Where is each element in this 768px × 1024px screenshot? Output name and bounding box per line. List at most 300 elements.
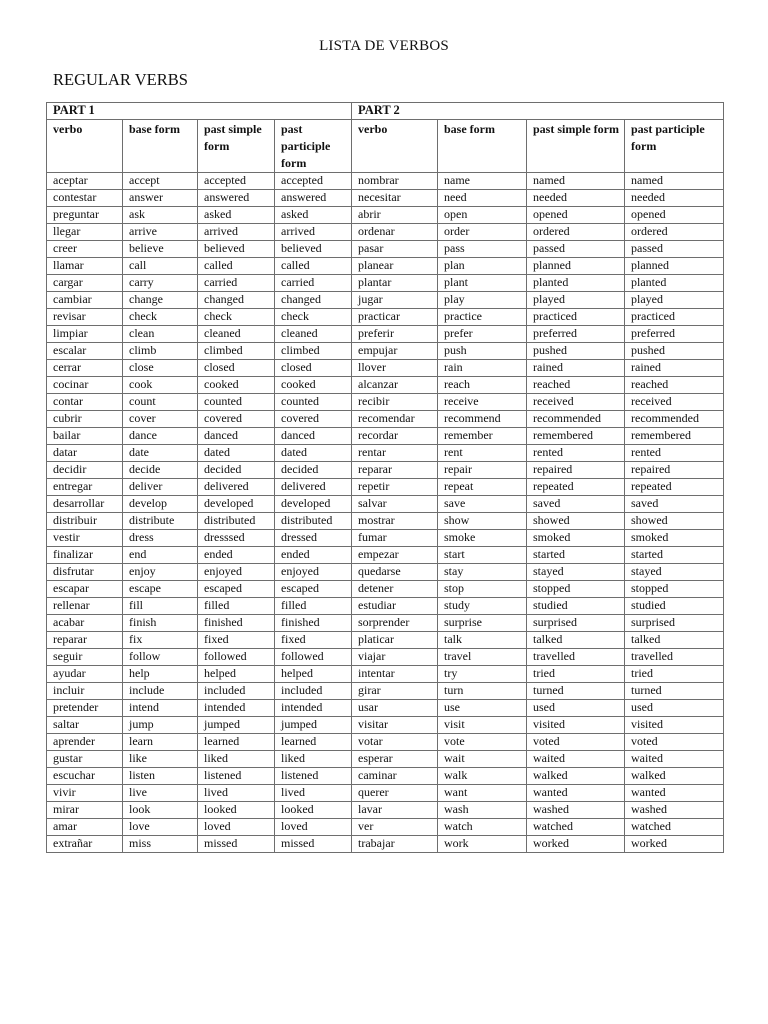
table-cell: dated — [275, 445, 352, 462]
table-cell: climb — [123, 343, 198, 360]
table-cell: cocinar — [47, 377, 123, 394]
table-cell: jugar — [352, 292, 438, 309]
table-cell: desarrollar — [47, 496, 123, 513]
table-cell: escaped — [198, 581, 275, 598]
table-row — [47, 224, 724, 241]
table-cell: helped — [198, 666, 275, 683]
table-row — [47, 649, 724, 666]
table-row — [47, 530, 724, 547]
table-cell: aceptar — [47, 173, 123, 190]
table-cell: worked — [527, 836, 625, 853]
table-cell: intentar — [352, 666, 438, 683]
table-cell: pass — [438, 241, 527, 258]
table-cell: changed — [198, 292, 275, 309]
table-cell: help — [123, 666, 198, 683]
table-cell: fix — [123, 632, 198, 649]
table-cell: dance — [123, 428, 198, 445]
table-cell: planear — [352, 258, 438, 275]
table-row — [47, 700, 724, 717]
table-row — [47, 717, 724, 734]
table-cell: covered — [198, 411, 275, 428]
table-cell: showed — [527, 513, 625, 530]
table-row — [47, 190, 724, 207]
table-cell: changed — [275, 292, 352, 309]
table-cell: arrive — [123, 224, 198, 241]
table-cell: named — [625, 173, 724, 190]
table-cell: counted — [275, 394, 352, 411]
table-cell: distribute — [123, 513, 198, 530]
table-row — [47, 513, 724, 530]
table-cell: order — [438, 224, 527, 241]
table-cell: empezar — [352, 547, 438, 564]
table-cell: remembered — [527, 428, 625, 445]
table-cell: miss — [123, 836, 198, 853]
table-cell: believe — [123, 241, 198, 258]
table-cell: repair — [438, 462, 527, 479]
table-cell: answered — [275, 190, 352, 207]
table-cell: repeated — [625, 479, 724, 496]
table-cell: estudiar — [352, 598, 438, 615]
table-cell: dressed — [275, 530, 352, 547]
table-cell: decidir — [47, 462, 123, 479]
table-row — [47, 445, 724, 462]
table-cell: ordenar — [352, 224, 438, 241]
table-cell: reach — [438, 377, 527, 394]
table-cell: stop — [438, 581, 527, 598]
table-cell: wanted — [625, 785, 724, 802]
table-row — [47, 802, 724, 819]
table-cell: platicar — [352, 632, 438, 649]
table-cell: acabar — [47, 615, 123, 632]
table-cell: followed — [275, 649, 352, 666]
table-cell: need — [438, 190, 527, 207]
table-cell: rented — [527, 445, 625, 462]
table-cell: listened — [275, 768, 352, 785]
table-cell: esperar — [352, 751, 438, 768]
table-cell: recomendar — [352, 411, 438, 428]
table-cell: looked — [275, 802, 352, 819]
table-cell: followed — [198, 649, 275, 666]
table-cell: incluir — [47, 683, 123, 700]
table-row — [47, 666, 724, 683]
table-cell: escape — [123, 581, 198, 598]
table-cell: rentar — [352, 445, 438, 462]
table-cell: dated — [198, 445, 275, 462]
table-cell: loved — [198, 819, 275, 836]
table-cell: rellenar — [47, 598, 123, 615]
table-cell: wash — [438, 802, 527, 819]
table-cell: develop — [123, 496, 198, 513]
table-cell: call — [123, 258, 198, 275]
table-cell: included — [198, 683, 275, 700]
table-cell: llegar — [47, 224, 123, 241]
table-cell: jump — [123, 717, 198, 734]
table-cell: enjoyed — [198, 564, 275, 581]
table-cell: watch — [438, 819, 527, 836]
table-cell: played — [625, 292, 724, 309]
table-cell: visited — [527, 717, 625, 734]
table-cell: passed — [527, 241, 625, 258]
table-cell: included — [275, 683, 352, 700]
table-cell: prefer — [438, 326, 527, 343]
table-cell: revisar — [47, 309, 123, 326]
table-cell: escuchar — [47, 768, 123, 785]
table-cell: plantar — [352, 275, 438, 292]
table-cell: detener — [352, 581, 438, 598]
table-cell: closed — [275, 360, 352, 377]
table-cell: smoked — [625, 530, 724, 547]
table-cell: cover — [123, 411, 198, 428]
table-cell: saved — [625, 496, 724, 513]
table-cell: show — [438, 513, 527, 530]
table-cell: reached — [527, 377, 625, 394]
table-cell: carry — [123, 275, 198, 292]
table-cell: believed — [198, 241, 275, 258]
table-cell: amar — [47, 819, 123, 836]
table-cell: visit — [438, 717, 527, 734]
table-cell: used — [527, 700, 625, 717]
table-cell: repetir — [352, 479, 438, 496]
table-cell: enjoyed — [275, 564, 352, 581]
table-cell: talked — [527, 632, 625, 649]
table-cell: preferir — [352, 326, 438, 343]
table-cell: called — [198, 258, 275, 275]
table-row — [47, 275, 724, 292]
table-cell: work — [438, 836, 527, 853]
table-cell: ended — [275, 547, 352, 564]
table-cell: creer — [47, 241, 123, 258]
table-cell: loved — [275, 819, 352, 836]
table-cell: contar — [47, 394, 123, 411]
table-cell: started — [625, 547, 724, 564]
table-cell: started — [527, 547, 625, 564]
part1-label: PART 1 — [47, 103, 352, 120]
table-cell: listened — [198, 768, 275, 785]
table-cell: jumped — [198, 717, 275, 734]
table-cell: pretender — [47, 700, 123, 717]
table-cell: needed — [625, 190, 724, 207]
table-cell: limpiar — [47, 326, 123, 343]
table-cell: look — [123, 802, 198, 819]
table-cell: intended — [275, 700, 352, 717]
table-cell: ayudar — [47, 666, 123, 683]
table-cell: change — [123, 292, 198, 309]
table-cell: studied — [527, 598, 625, 615]
table-cell: opened — [527, 207, 625, 224]
table-cell: escalar — [47, 343, 123, 360]
table-cell: talked — [625, 632, 724, 649]
table-cell: missed — [275, 836, 352, 853]
table-cell: accepted — [198, 173, 275, 190]
column-header: past participle form — [625, 120, 724, 173]
table-cell: asked — [275, 207, 352, 224]
table-cell: recommended — [527, 411, 625, 428]
table-cell: played — [527, 292, 625, 309]
table-cell: preferred — [527, 326, 625, 343]
table-cell: viajar — [352, 649, 438, 666]
table-cell: accepted — [275, 173, 352, 190]
table-cell: start — [438, 547, 527, 564]
table-cell: salvar — [352, 496, 438, 513]
table-cell: caminar — [352, 768, 438, 785]
table-cell: fill — [123, 598, 198, 615]
table-cell: date — [123, 445, 198, 462]
table-cell: ver — [352, 819, 438, 836]
table-cell: pasar — [352, 241, 438, 258]
table-cell: arrived — [198, 224, 275, 241]
table-row — [47, 462, 724, 479]
table-cell: travelled — [527, 649, 625, 666]
table-row — [47, 785, 724, 802]
page-title: LISTA DE VERBOS — [319, 38, 449, 54]
table-cell: believed — [275, 241, 352, 258]
table-cell: vote — [438, 734, 527, 751]
table-cell: surprised — [527, 615, 625, 632]
section-heading: REGULAR VERBS — [53, 70, 188, 89]
table-cell: learned — [198, 734, 275, 751]
table-cell: contestar — [47, 190, 123, 207]
table-cell: cubrir — [47, 411, 123, 428]
table-cell: count — [123, 394, 198, 411]
table-cell: saltar — [47, 717, 123, 734]
table-row — [47, 547, 724, 564]
table-cell: necesitar — [352, 190, 438, 207]
table-cell: finished — [275, 615, 352, 632]
table-cell: llover — [352, 360, 438, 377]
table-cell: ended — [198, 547, 275, 564]
table-cell: aprender — [47, 734, 123, 751]
table-cell: visitar — [352, 717, 438, 734]
table-cell: vestir — [47, 530, 123, 547]
table-cell: love — [123, 819, 198, 836]
table-cell: cook — [123, 377, 198, 394]
table-cell: turned — [625, 683, 724, 700]
table-cell: developed — [275, 496, 352, 513]
table-row — [47, 496, 724, 513]
table-cell: voted — [625, 734, 724, 751]
table-cell: save — [438, 496, 527, 513]
table-cell: talk — [438, 632, 527, 649]
table-cell: cambiar — [47, 292, 123, 309]
table-cell: learned — [275, 734, 352, 751]
table-cell: worked — [625, 836, 724, 853]
table-cell: nombrar — [352, 173, 438, 190]
table-cell: lavar — [352, 802, 438, 819]
table-row — [47, 343, 724, 360]
table-cell: sorprender — [352, 615, 438, 632]
table-cell: stay — [438, 564, 527, 581]
table-cell: end — [123, 547, 198, 564]
table-cell: reparar — [352, 462, 438, 479]
table-row — [47, 836, 724, 853]
table-cell: escaped — [275, 581, 352, 598]
table-cell: practice — [438, 309, 527, 326]
column-header: base form — [123, 120, 198, 173]
table-cell: cooked — [275, 377, 352, 394]
table-row — [47, 615, 724, 632]
table-row — [47, 479, 724, 496]
table-cell: try — [438, 666, 527, 683]
table-row — [47, 360, 724, 377]
table-cell: recordar — [352, 428, 438, 445]
table-row — [47, 309, 724, 326]
table-cell: intend — [123, 700, 198, 717]
table-cell: dress — [123, 530, 198, 547]
table-cell: empujar — [352, 343, 438, 360]
table-cell: looked — [198, 802, 275, 819]
table-cell: travelled — [625, 649, 724, 666]
table-cell: use — [438, 700, 527, 717]
table-cell: name — [438, 173, 527, 190]
table-cell: trabajar — [352, 836, 438, 853]
table-cell: lived — [275, 785, 352, 802]
table-cell: stopped — [527, 581, 625, 598]
table-cell: remembered — [625, 428, 724, 445]
table-cell: smoked — [527, 530, 625, 547]
table-cell: recommended — [625, 411, 724, 428]
table-row — [47, 258, 724, 275]
table-cell: delivered — [198, 479, 275, 496]
table-cell: recibir — [352, 394, 438, 411]
table-cell: developed — [198, 496, 275, 513]
table-cell: repeated — [527, 479, 625, 496]
table-cell: vivir — [47, 785, 123, 802]
table-cell: stayed — [527, 564, 625, 581]
table-cell: accept — [123, 173, 198, 190]
table-cell: study — [438, 598, 527, 615]
table-cell: push — [438, 343, 527, 360]
table-cell: studied — [625, 598, 724, 615]
table-cell: carried — [275, 275, 352, 292]
table-cell: waited — [625, 751, 724, 768]
table-cell: remember — [438, 428, 527, 445]
table-cell: fixed — [198, 632, 275, 649]
table-row — [47, 819, 724, 836]
part-header-row — [47, 103, 724, 120]
table-cell: pushed — [625, 343, 724, 360]
table-cell: counted — [198, 394, 275, 411]
table-row — [47, 632, 724, 649]
table-cell: arrived — [275, 224, 352, 241]
table-cell: filled — [198, 598, 275, 615]
table-cell: check — [275, 309, 352, 326]
table-cell: walked — [527, 768, 625, 785]
table-cell: close — [123, 360, 198, 377]
table-row — [47, 326, 724, 343]
table-cell: danced — [275, 428, 352, 445]
table-cell: planted — [527, 275, 625, 292]
table-cell: rained — [625, 360, 724, 377]
table-cell: gustar — [47, 751, 123, 768]
table-cell: watched — [625, 819, 724, 836]
column-header: base form — [438, 120, 527, 173]
table-row — [47, 581, 724, 598]
table-cell: dresssed — [198, 530, 275, 547]
table-cell: surprised — [625, 615, 724, 632]
column-header: verbo — [352, 120, 438, 173]
table-cell: intended — [198, 700, 275, 717]
table-cell: distribuir — [47, 513, 123, 530]
table-cell: recommend — [438, 411, 527, 428]
table-cell: ordered — [527, 224, 625, 241]
table-cell: rain — [438, 360, 527, 377]
table-cell: waited — [527, 751, 625, 768]
table-cell: pushed — [527, 343, 625, 360]
table-cell: opened — [625, 207, 724, 224]
table-cell: rent — [438, 445, 527, 462]
table-cell: walked — [625, 768, 724, 785]
part2-label: PART 2 — [352, 103, 724, 120]
table-cell: rained — [527, 360, 625, 377]
table-cell: repaired — [625, 462, 724, 479]
table-cell: climbed — [198, 343, 275, 360]
table-cell: want — [438, 785, 527, 802]
table-cell: wait — [438, 751, 527, 768]
table-cell: abrir — [352, 207, 438, 224]
table-cell: distributed — [275, 513, 352, 530]
table-cell: rented — [625, 445, 724, 462]
table-cell: washed — [625, 802, 724, 819]
table-cell: stopped — [625, 581, 724, 598]
table-cell: planted — [625, 275, 724, 292]
table-cell: liked — [198, 751, 275, 768]
table-cell: voted — [527, 734, 625, 751]
table-cell: cleaned — [198, 326, 275, 343]
table-cell: watched — [527, 819, 625, 836]
table-cell: walk — [438, 768, 527, 785]
table-cell: tried — [527, 666, 625, 683]
table-cell: filled — [275, 598, 352, 615]
table-cell: wanted — [527, 785, 625, 802]
table-cell: turn — [438, 683, 527, 700]
table-cell: named — [527, 173, 625, 190]
table-row — [47, 768, 724, 785]
table-cell: datar — [47, 445, 123, 462]
table-cell: distributed — [198, 513, 275, 530]
table-cell: covered — [275, 411, 352, 428]
table-cell: learn — [123, 734, 198, 751]
table-row — [47, 207, 724, 224]
table-cell: girar — [352, 683, 438, 700]
table-cell: mirar — [47, 802, 123, 819]
table-cell: like — [123, 751, 198, 768]
table-row — [47, 564, 724, 581]
table-cell: surprise — [438, 615, 527, 632]
table-cell: votar — [352, 734, 438, 751]
verb-table — [46, 102, 724, 853]
table-cell: needed — [527, 190, 625, 207]
table-cell: fixed — [275, 632, 352, 649]
table-cell: showed — [625, 513, 724, 530]
table-row — [47, 683, 724, 700]
table-cell: visited — [625, 717, 724, 734]
table-cell: called — [275, 258, 352, 275]
table-cell: querer — [352, 785, 438, 802]
table-cell: play — [438, 292, 527, 309]
table-cell: practicar — [352, 309, 438, 326]
table-cell: clean — [123, 326, 198, 343]
table-cell: mostrar — [352, 513, 438, 530]
table-cell: finished — [198, 615, 275, 632]
table-cell: answered — [198, 190, 275, 207]
table-cell: turned — [527, 683, 625, 700]
table-cell: climbed — [275, 343, 352, 360]
table-row — [47, 394, 724, 411]
table-row — [47, 751, 724, 768]
table-row — [47, 428, 724, 445]
table-cell: bailar — [47, 428, 123, 445]
table-cell: listen — [123, 768, 198, 785]
